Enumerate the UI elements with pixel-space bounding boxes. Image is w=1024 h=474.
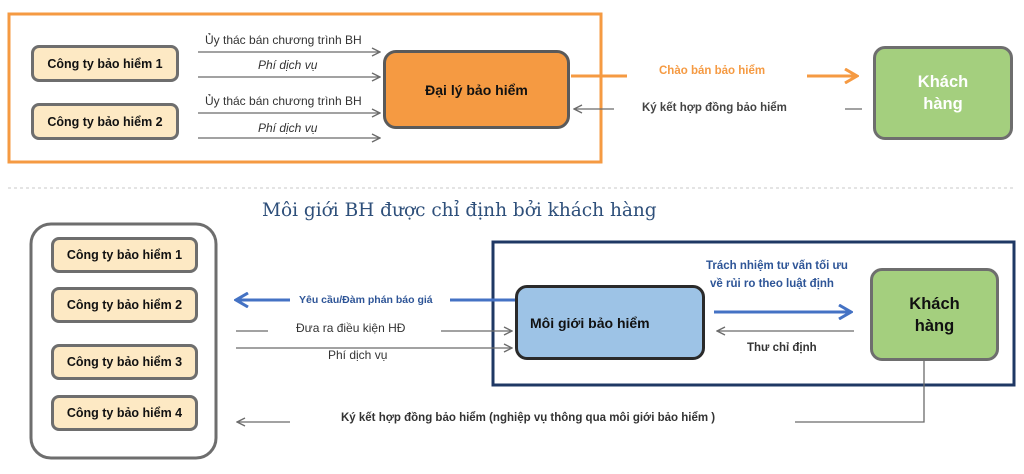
advice-label-1: Trách nhiệm tư vấn tối ưu [706,260,848,272]
customer-box-bottom [870,268,999,361]
advice-label-2: về rủi ro theo luật định [710,278,834,290]
fee-label-2: Phí dịch vụ [258,121,318,135]
company-box-bottom-1 [51,237,198,273]
company-box-bottom-3 [51,344,198,380]
customer-box-top [873,46,1013,140]
sign-path-bottom [795,361,924,422]
agent-label: Đại lý bảo hiểm [425,81,528,98]
broker-label: Môi giới bảo hiểm [530,314,650,331]
request-label: Yêu cầu/Đàm phán báo giá [299,294,433,306]
company-box-top-2 [31,103,179,140]
conditions-label: Đưa ra điều kiện HĐ [296,321,406,335]
sign-label-bottom: Ký kết hợp đồng bảo hiểm (nghiệp vụ thông qua môi giới bảo hiểm ) [341,412,716,424]
offer-label: Chào bán bảo hiểm [659,65,766,77]
company-box-bottom-2 [51,287,198,323]
company-label: Công ty bảo hiểm 2 [66,298,183,312]
company-box-top-1 [31,45,179,82]
company-label: Công ty bảo hiểm 4 [66,406,183,420]
agent-box [383,50,570,129]
broker-heading: Môi giới BH được chỉ định bởi khách hàng [262,200,657,221]
entrust-label-1: Ủy thác bán chương trình BH [205,33,362,47]
customer-label: Khách hàng [909,294,960,335]
sign-label-top: Ký kết hợp đồng bảo hiểm [642,102,787,114]
customer-label: Khách hàng [917,73,969,113]
entrust-label-2: Ủy thác bán chương trình BH [205,94,362,108]
broker-box [515,285,705,360]
company-label: Công ty bảo hiểm 1 [66,248,183,262]
fee-label-1: Phí dịch vụ [258,58,318,72]
appointment-label: Thư chỉ định [747,342,817,354]
company-label: Công ty bảo hiểm 2 [47,114,163,129]
fee-label-bottom: Phí dịch vụ [328,348,388,362]
company-label: Công ty bảo hiểm 1 [47,56,163,71]
company-box-bottom-4 [51,395,198,431]
company-label: Công ty bảo hiểm 3 [66,355,183,369]
